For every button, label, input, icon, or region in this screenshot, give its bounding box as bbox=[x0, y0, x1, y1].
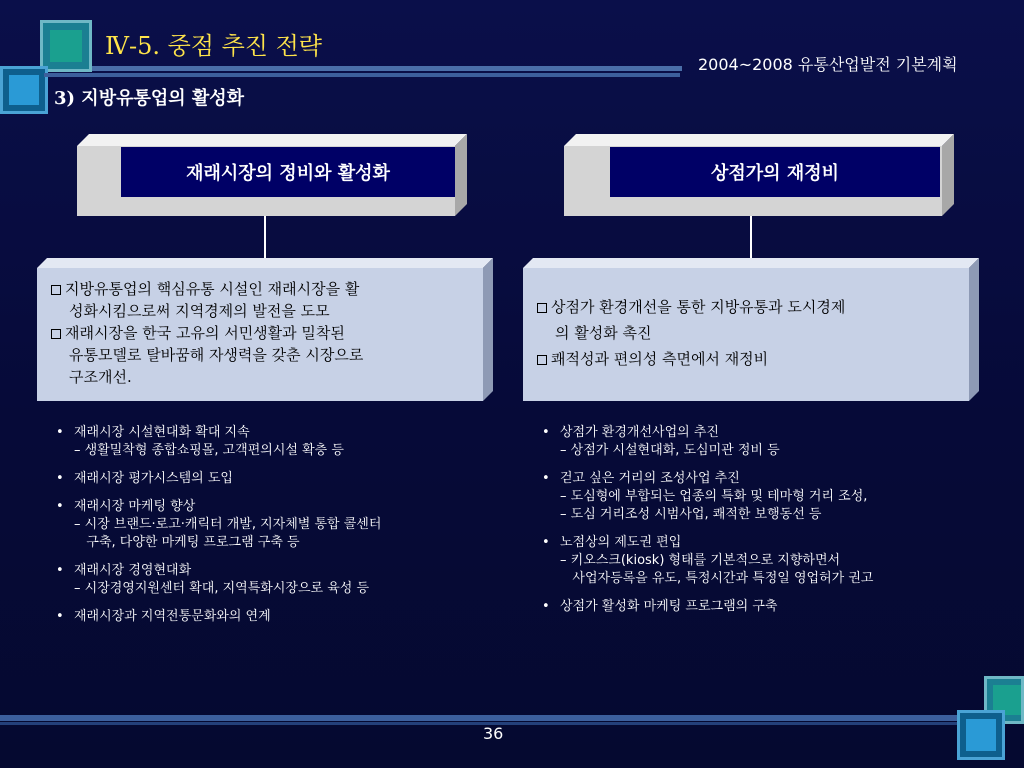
footer-rule-lower bbox=[0, 722, 960, 725]
summary-line bbox=[537, 294, 967, 320]
summary-line bbox=[51, 344, 481, 366]
bullet-text: 재래시장과 지역전통문화와의 연계 bbox=[74, 609, 271, 624]
summary-line bbox=[51, 366, 481, 388]
bullet-subtext: – 시장경영지원센터 확대, 지역특화시장으로 육성 등 bbox=[74, 581, 370, 596]
right-connector bbox=[750, 216, 752, 258]
left-bullet-list bbox=[52, 424, 512, 626]
plan-subtitle: 2004~2008 유통산업발전 기본계획 bbox=[698, 55, 958, 74]
left-summary-box bbox=[37, 258, 493, 401]
bullet-dot: • bbox=[56, 471, 64, 486]
header-rule-lower bbox=[44, 73, 680, 77]
bullet-subtext: – 도심 거리조성 시범사업, 쾌적한 보행동선 등 bbox=[560, 507, 822, 522]
bullet-text: 재래시장 평가시스템의 도입 bbox=[74, 471, 233, 486]
right-summary-text bbox=[537, 294, 967, 372]
decor-square-teal bbox=[40, 20, 92, 72]
summary-line bbox=[537, 346, 967, 372]
bullet-dot: • bbox=[56, 425, 64, 440]
slide-title: Ⅳ-5. 중점 추진 전략 bbox=[105, 32, 322, 60]
bullet-subtext: 구축, 다양한 마케팅 프로그램 구축 등 bbox=[74, 535, 300, 550]
bullet-text: 걷고 싶은 거리의 조성사업 추진 bbox=[560, 471, 740, 486]
summary-line-text: 의 활성화 촉진 bbox=[555, 324, 652, 342]
section-heading: 3) 지방유통업의 활성화 bbox=[54, 88, 245, 109]
bullet-dot: • bbox=[542, 471, 550, 486]
bullet-text: 재래시장 경영현대화 bbox=[74, 563, 192, 578]
summary-line-text: 상점가 환경개선을 통한 지방유통과 도시경제 bbox=[551, 298, 846, 316]
bullet-item bbox=[52, 498, 512, 552]
summary-line-text: 구조개선. bbox=[69, 368, 132, 386]
bullet-item bbox=[52, 562, 512, 598]
checkbox-icon bbox=[51, 285, 61, 295]
bullet-subtext: – 도심형에 부합되는 업종의 특화 및 테마형 거리 조성, bbox=[560, 489, 868, 504]
bullet-item bbox=[52, 608, 512, 626]
checkbox-icon bbox=[537, 303, 547, 313]
right-heading-box bbox=[564, 134, 954, 216]
bullet-item bbox=[52, 470, 512, 488]
bullet-dot: • bbox=[542, 425, 550, 440]
bullet-text: 재래시장 마케팅 향상 bbox=[74, 499, 196, 514]
checkbox-icon bbox=[537, 355, 547, 365]
bullet-subtext: – 키오스크(kiosk) 형태를 기본적으로 지향하면서 bbox=[560, 553, 841, 568]
left-connector bbox=[264, 216, 266, 258]
bullet-text: 노점상의 제도권 편입 bbox=[560, 535, 682, 550]
bullet-text: 상점가 활성화 마케팅 프로그램의 구축 bbox=[560, 599, 778, 614]
decor-square-blue-bottom bbox=[957, 710, 1005, 760]
page-number: 36 bbox=[483, 724, 504, 743]
right-heading: 상점가의 재정비 bbox=[610, 147, 940, 197]
checkbox-icon bbox=[51, 329, 61, 339]
summary-line-text: 재래시장을 한국 고유의 서민생활과 밀착된 bbox=[65, 324, 345, 342]
bullet-item bbox=[538, 424, 1008, 460]
bullet-dot: • bbox=[56, 499, 64, 514]
left-summary-text bbox=[51, 278, 481, 388]
bullet-item bbox=[538, 470, 1008, 524]
summary-line-text: 성화시킴으로써 지역경제의 발전을 도모 bbox=[69, 302, 330, 320]
bullet-subtext: 사업자등록을 유도, 특정시간과 특정일 영업허가 권고 bbox=[560, 571, 874, 586]
summary-line bbox=[51, 278, 481, 300]
right-summary-box bbox=[523, 258, 979, 401]
bullet-subtext: – 생활밀착형 종합쇼핑몰, 고객편의시설 확충 등 bbox=[74, 443, 344, 458]
left-heading-box bbox=[77, 134, 467, 216]
footer-rule bbox=[0, 715, 960, 721]
bullet-dot: • bbox=[542, 599, 550, 614]
bullet-subtext: – 시장 브랜드·로고·캐릭터 개발, 지자체별 통합 콜센터 bbox=[74, 517, 382, 532]
bullet-item bbox=[52, 424, 512, 460]
bullet-subtext: – 상점가 시설현대화, 도심미관 정비 등 bbox=[560, 443, 780, 458]
bullet-dot: • bbox=[56, 563, 64, 578]
right-bullet-list bbox=[538, 424, 1008, 616]
left-heading: 재래시장의 정비와 활성화 bbox=[121, 147, 455, 197]
summary-line bbox=[51, 322, 481, 344]
bullet-item bbox=[538, 598, 1008, 616]
bullet-text: 상점가 환경개선사업의 추진 bbox=[560, 425, 719, 440]
bullet-item bbox=[538, 534, 1008, 588]
summary-line-text: 쾌적성과 편의성 측면에서 재정비 bbox=[551, 350, 769, 368]
summary-line bbox=[537, 320, 967, 346]
bullet-dot: • bbox=[56, 609, 64, 624]
summary-line-text: 유통모델로 탈바꿈해 자생력을 갖춘 시장으로 bbox=[69, 346, 364, 364]
summary-line bbox=[51, 300, 481, 322]
header-rule bbox=[92, 66, 682, 71]
bullet-text: 재래시장 시설현대화 확대 지속 bbox=[74, 425, 250, 440]
summary-line-text: 지방유통업의 핵심유통 시설인 재래시장을 활 bbox=[65, 280, 360, 298]
decor-square-blue bbox=[0, 66, 48, 114]
bullet-dot: • bbox=[542, 535, 550, 550]
